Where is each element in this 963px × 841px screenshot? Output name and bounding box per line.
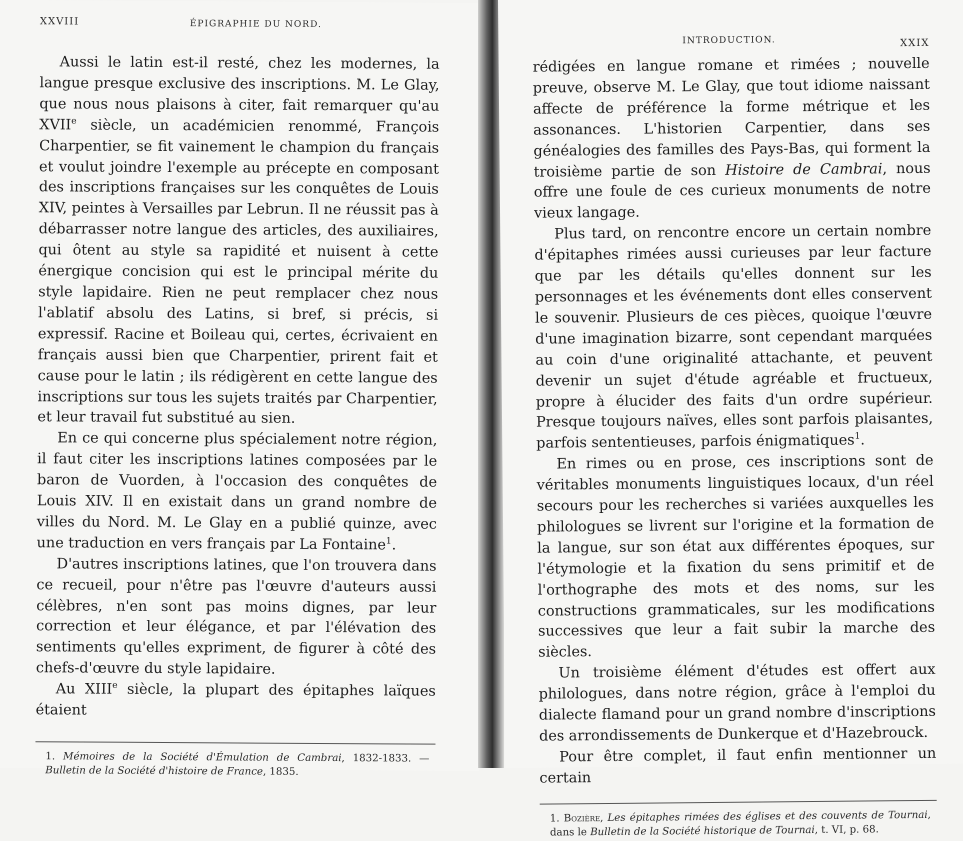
left-footnote: 1. Mémoires de la Société d'Émulation de Cambrai, 1832-1833. — Bulletin de la Société d'histoire de France, 1835. xyxy=(45,751,430,778)
paragraph: Plus tard, on rencontre encore un certain nombre d'épitaphes rimées aussi curieuses par leur facture que par les détails qu'elles donnent sur les personnages et les événements dont elles conservent le souvenir. Plusieurs de ces pièces, quoique l'œuvre d'une imagination bizarre, sont cependant marquées au coin d'une originalité attachante, et peuvent devenir un sujet d'étude agréable et fructueux, propre à élucider des faits d'un ordre supérieur. Presque toujours naïves, elles sont parfois plaisantes, parfois sententieuses, parfois énigmatiques$^1$. xyxy=(534,223,934,452)
left-running-head xyxy=(40,6,440,30)
paragraph: Au XIIIe siècle, la plupart des épitaphes laïques étaient xyxy=(35,681,436,719)
paragraph: Pour être complet, il faut enfin mentionner un certain xyxy=(539,745,937,787)
left-running-title: ÉPIGRAPHIE DU NORD. xyxy=(189,19,322,30)
footnote-rule xyxy=(540,800,937,805)
right-footnote: 1. Bozière, Les épitaphes rimées des églises et des couvents de Tournai, dans le Bulletin de la Société historique de Tournai, t. VI, p. 68. xyxy=(549,809,931,839)
footnote-rule xyxy=(35,741,435,744)
right-running-title: INTRODUCTION. xyxy=(682,35,776,47)
right-body-text xyxy=(533,54,937,789)
footnote-ref: 1 xyxy=(854,432,861,443)
paragraph: En rimes ou en prose, ces inscriptions sont de véritables monuments linguistiques locaux, d'un réel secours pour les recherches si variées auxquelles les philologues se livrent sur l'origine et la formation de la langue, sur son état aux différentes époques, sur l'étymologie et la fixation du sens primitif et de l'orthographe des mots et des noms, sur les constructions grammaticales, sur les modifications successives que leur a fait subir la marche des siècles. xyxy=(536,453,936,662)
left-body-text xyxy=(36,52,440,723)
right-page-number: XXIX xyxy=(900,37,930,50)
footnote-ref: 1 xyxy=(385,536,392,547)
paragraph: D'autres inscriptions latines, que l'on trouvera dans ce recueil, pour n'être pas l'œuvre d'auteurs aussi célèbres, n'en sont pas moins dignes, par leur correction et leur élégance, et par l'élévation des sentiments qu'elles expriment, de figurer à côté des chefs-d'œuvre du style lapidaire. xyxy=(35,556,437,678)
right-running-head xyxy=(532,34,929,60)
paragraph: rédigées en langue romane et rimées ; nouvelle preuve, observe M. Le Glay, que tout idiome naissant affecte de préférence la forme métrique et les assonances. L'historien Carpentier, dans ses généalogies des familles des Pays-Bas, qui forment la troisième partie de son Histoire de Cambrai, nous offre une foule de ces curieux monuments de notre vieux langage. xyxy=(532,55,931,223)
right-page xyxy=(498,0,963,839)
left-page-number: XXVIII xyxy=(39,16,80,28)
paragraph: Un troisième élément d'études est offert aux philologues, dans notre région, grâce à l'emploi du dialecte flamand pour un grand nombre d'inscriptions des arrondissements de Dunkerque et d'Hazebrouck. xyxy=(538,662,936,745)
left-page xyxy=(0,0,484,778)
paragraph: En ce qui concerne plus spécialement notre région, il faut citer les inscriptions latines composées par le baron de Vuorden, à l'occasion des conquêtes de Louis XIV. Il en existait dans un grand nombre de villes du Nord. M. Le Glay en a publié quinze, avec une traduction en vers français par La Fontaine$^1$. xyxy=(36,430,438,554)
paragraph: Aussi le latin est-il resté, chez les modernes, la langue presque exclusive des inscriptions. M. Le Glay, que nous nous plaisons à citer, fait remarquer qu'au XVIIe siècle, un académicien renommé, François Charpentier, se fit vainement le champion du français et voulut joindre l'exemple au précepte en composant des inscriptions françaises sur les conquêtes de Louis XIV, peintes à Versailles par Lebrun. Il ne réussit pas à débarrasser notre langue des articles, des auxiliaires, qui ôtent au style sa rapidité et nuisent à cette énergique concision qui est le principal mérite du style lapidaire. Rien ne peut remplacer chez nous l'ablatif absolu des Latins, si bref, si précis, si expressif. Racine et Boileau qui, certes, écrivaient en français aussi bien que Charpentier, prirent fait et cause pour le latin ; ils rédigèrent en cette langue des inscriptions sur tous les sujets traités par Charpentier, et leur travail fut substitué au sien. xyxy=(37,54,440,428)
